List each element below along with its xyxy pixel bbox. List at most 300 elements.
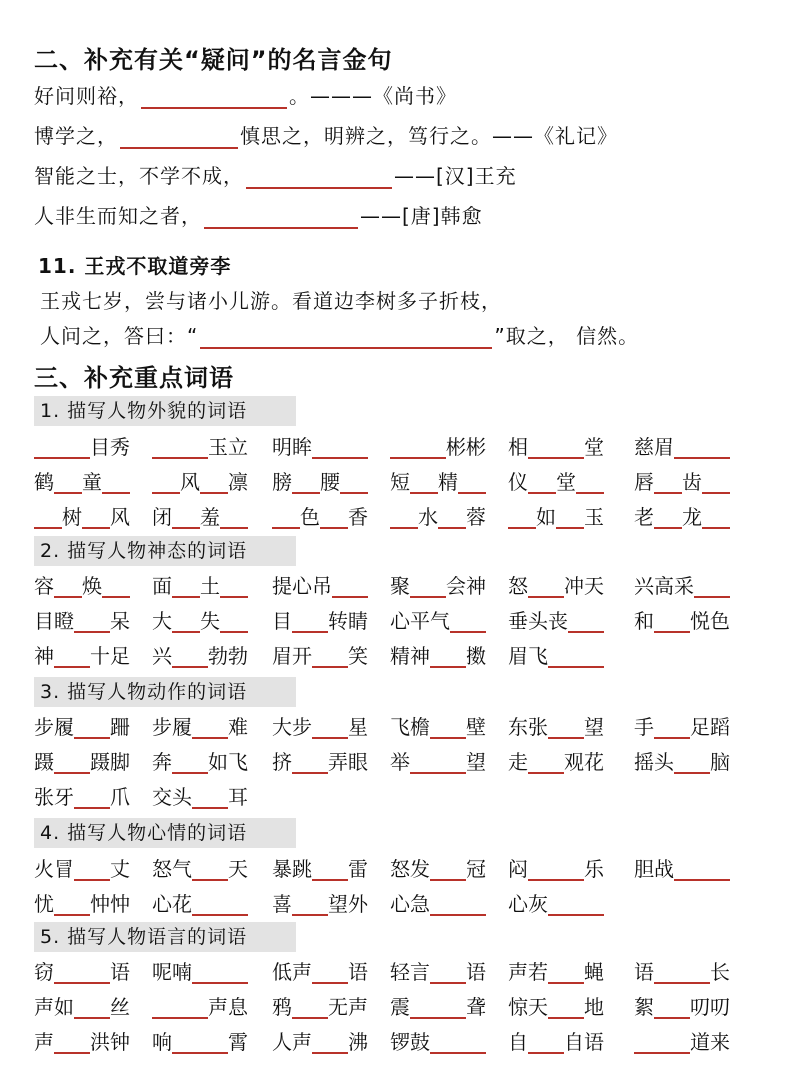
story-text-after: ”取之， 信然。 [494, 324, 640, 348]
word-char: 神 [34, 644, 54, 668]
word-row [34, 958, 734, 990]
fill-blank[interactable] [674, 433, 730, 459]
fill-blank[interactable] [548, 713, 584, 739]
word-char: 目瞪 [34, 609, 74, 633]
word-char: 步履 [34, 715, 74, 739]
fill-blank[interactable] [430, 1028, 486, 1054]
fill-blank[interactable] [220, 503, 248, 529]
word-char: 心灰 [508, 892, 548, 916]
word-char: 慈眉 [634, 435, 674, 459]
answer-blank[interactable] [204, 209, 358, 229]
fill-blank[interactable] [292, 607, 328, 633]
word-char: 聚 [390, 574, 410, 598]
fill-blank[interactable] [654, 958, 710, 984]
word-char: 声如 [34, 995, 74, 1019]
word-item [508, 607, 604, 639]
word-char: 心平气 [390, 609, 450, 633]
word-char: 自语 [564, 1030, 604, 1054]
word-item [272, 433, 368, 465]
word-char: 语 [634, 960, 654, 984]
word-char: 窃 [34, 960, 54, 984]
word-char: 飞檐 [390, 715, 430, 739]
fill-blank[interactable] [220, 572, 248, 598]
fill-blank[interactable] [312, 1028, 348, 1054]
word-item [390, 748, 486, 780]
fill-blank[interactable] [430, 713, 466, 739]
word-item [634, 713, 730, 745]
word-item [508, 993, 604, 1025]
word-char: 仪 [508, 470, 528, 494]
word-char: 心花 [152, 892, 192, 916]
fill-blank[interactable] [54, 572, 82, 598]
fill-blank[interactable] [674, 855, 730, 881]
fill-blank[interactable] [548, 993, 584, 1019]
fill-blank[interactable] [102, 468, 130, 494]
fill-blank[interactable] [390, 503, 418, 529]
word-char: 目 [272, 609, 292, 633]
fill-blank[interactable] [172, 572, 200, 598]
fill-blank[interactable] [192, 855, 228, 881]
word-item [390, 855, 486, 887]
fill-blank[interactable] [192, 783, 228, 809]
word-char: 耳 [228, 785, 248, 809]
word-row [34, 1028, 734, 1060]
word-row [34, 993, 734, 1025]
fill-blank[interactable] [312, 433, 368, 459]
fill-blank[interactable] [430, 958, 466, 984]
word-item [390, 503, 486, 535]
word-char: 跚 [110, 715, 130, 739]
word-char: 明眸 [272, 435, 312, 459]
word-char: 大 [152, 609, 172, 633]
fill-blank[interactable] [74, 783, 110, 809]
fill-blank[interactable] [200, 468, 228, 494]
word-char: 土 [200, 574, 220, 598]
fill-blank[interactable] [172, 642, 208, 668]
word-item [34, 468, 130, 500]
fill-blank[interactable] [430, 855, 466, 881]
word-char: 奔 [152, 750, 172, 774]
word-char: 齿 [682, 470, 702, 494]
fill-blank[interactable] [54, 958, 110, 984]
answer-blank[interactable] [141, 89, 287, 109]
word-char: 蓉 [466, 505, 486, 529]
word-char: 面 [152, 574, 172, 598]
fill-blank[interactable] [74, 855, 110, 881]
word-char: 堂 [556, 470, 576, 494]
fill-blank[interactable] [508, 503, 536, 529]
word-row [34, 468, 734, 500]
category-label: 2. 描写人物神态的词语 [34, 536, 296, 566]
fill-blank[interactable] [312, 855, 348, 881]
fill-blank[interactable] [430, 642, 466, 668]
fill-blank[interactable] [654, 713, 690, 739]
word-char: 提心吊 [272, 574, 332, 598]
word-char: 无声 [328, 995, 368, 1019]
story-text-before: 人问之，答曰：“ [40, 324, 199, 348]
word-char: 冲天 [564, 574, 604, 598]
word-char: 转睛 [328, 609, 368, 633]
word-item [508, 748, 604, 780]
word-char: 洪钟 [90, 1030, 130, 1054]
word-char: 脑 [710, 750, 730, 774]
fill-blank[interactable] [410, 748, 466, 774]
word-char: 轻言 [390, 960, 430, 984]
fill-blank[interactable] [152, 433, 208, 459]
word-item [152, 468, 248, 500]
word-item [634, 572, 730, 604]
word-char: 童 [82, 470, 102, 494]
word-char: 焕 [82, 574, 102, 598]
word-char: 堂 [584, 435, 604, 459]
word-char: 爪 [110, 785, 130, 809]
category-label: 4. 描写人物心情的词语 [34, 818, 296, 848]
word-char: 闭 [152, 505, 172, 529]
word-char: 低声 [272, 960, 312, 984]
word-char: 道来 [690, 1030, 730, 1054]
word-char: 心急 [390, 892, 430, 916]
word-row [34, 783, 734, 815]
word-item [152, 993, 248, 1025]
fill-blank[interactable] [556, 503, 584, 529]
word-char: 笑 [348, 644, 368, 668]
word-char: 精神 [390, 644, 430, 668]
word-char: 树 [62, 505, 82, 529]
word-item [508, 642, 604, 674]
fill-blank[interactable] [332, 572, 368, 598]
word-char: 目秀 [90, 435, 130, 459]
word-item [152, 607, 248, 639]
word-row [34, 642, 734, 674]
word-char: 垂头丧 [508, 609, 568, 633]
word-char: 相 [508, 435, 528, 459]
word-char: 闷 [508, 857, 528, 881]
fill-blank[interactable] [54, 642, 90, 668]
fill-blank[interactable] [172, 748, 208, 774]
word-char: 观花 [564, 750, 604, 774]
word-item [34, 1028, 130, 1060]
fill-blank[interactable] [410, 468, 438, 494]
word-char: 失 [200, 609, 220, 633]
word-char: 星 [348, 715, 368, 739]
word-char: 呢喃 [152, 960, 192, 984]
word-item [272, 607, 368, 639]
word-char: 壁 [466, 715, 486, 739]
word-char: 响 [152, 1030, 172, 1054]
fill-blank[interactable] [172, 503, 200, 529]
fill-blank[interactable] [312, 642, 348, 668]
word-item [152, 783, 248, 815]
fill-blank[interactable] [548, 890, 604, 916]
fill-blank[interactable] [410, 993, 466, 1019]
word-char: 大步 [272, 715, 312, 739]
fill-blank[interactable] [528, 572, 564, 598]
word-item [152, 572, 248, 604]
answer-blank[interactable] [246, 169, 392, 189]
fill-blank[interactable] [654, 468, 682, 494]
word-char: 乐 [584, 857, 604, 881]
fill-blank[interactable] [54, 1028, 90, 1054]
word-char: 望 [584, 715, 604, 739]
word-char: 沸 [348, 1030, 368, 1054]
word-char: 怒气 [152, 857, 192, 881]
word-char: 蹑 [34, 750, 54, 774]
fill-blank[interactable] [528, 468, 556, 494]
word-item [272, 855, 368, 887]
fill-blank[interactable] [430, 890, 486, 916]
word-char: 暴跳 [272, 857, 312, 881]
word-char: 兴 [152, 644, 172, 668]
word-char: 唇 [634, 470, 654, 494]
word-item [34, 783, 130, 815]
fill-blank[interactable] [292, 890, 328, 916]
word-char: 挤 [272, 750, 292, 774]
word-item [390, 572, 486, 604]
word-item [508, 503, 604, 535]
word-char: 望 [466, 750, 486, 774]
word-char: 声若 [508, 960, 548, 984]
word-item [152, 855, 248, 887]
word-item [634, 748, 730, 780]
word-item [508, 1028, 604, 1060]
word-row [34, 748, 734, 780]
word-row [34, 607, 734, 639]
fill-blank[interactable] [312, 713, 348, 739]
word-item [272, 713, 368, 745]
fill-blank[interactable] [548, 642, 604, 668]
section-heading: 三、补充重点词语 [34, 364, 234, 392]
word-char: 惊天 [508, 995, 548, 1019]
word-item [508, 890, 604, 922]
story-line [40, 320, 639, 349]
word-char: 兴高采 [634, 574, 694, 598]
quote-text-after: 慎思之，明辨之，笃行之。——《礼记》 [240, 124, 618, 148]
fill-blank[interactable] [220, 607, 248, 633]
fill-blank[interactable] [312, 958, 348, 984]
word-item [34, 607, 130, 639]
word-char: 人声 [272, 1030, 312, 1054]
word-char: 容 [34, 574, 54, 598]
quote-text-before: 智能之士，不学不成， [34, 164, 244, 188]
word-item [508, 713, 604, 745]
word-char: 香 [348, 505, 368, 529]
word-item [272, 642, 368, 674]
quote-line [34, 160, 517, 189]
fill-blank[interactable] [152, 468, 180, 494]
word-item [34, 993, 130, 1025]
answer-blank[interactable] [200, 329, 492, 349]
section-heading: 二、补充有关“疑问”的名言金句 [34, 46, 393, 74]
word-item [272, 572, 368, 604]
fill-blank[interactable] [172, 607, 200, 633]
fill-blank[interactable] [568, 607, 604, 633]
category-label: 1. 描写人物外貌的词语 [34, 396, 296, 426]
fill-blank[interactable] [192, 713, 228, 739]
word-item [390, 607, 486, 639]
fill-blank[interactable] [34, 433, 90, 459]
fill-blank[interactable] [548, 958, 584, 984]
fill-blank[interactable] [82, 503, 110, 529]
fill-blank[interactable] [528, 1028, 564, 1054]
fill-blank[interactable] [292, 993, 328, 1019]
word-item [634, 958, 730, 990]
fill-blank[interactable] [102, 572, 130, 598]
word-char: 勃勃 [208, 644, 248, 668]
fill-blank[interactable] [192, 890, 248, 916]
word-item [152, 1028, 248, 1060]
fill-blank[interactable] [272, 503, 300, 529]
fill-blank[interactable] [54, 890, 90, 916]
word-char: 摇头 [634, 750, 674, 774]
word-char: 火冒 [34, 857, 74, 881]
word-item [34, 642, 130, 674]
quote-text-before: 博学之， [34, 124, 118, 148]
word-item [390, 1028, 486, 1060]
fill-blank[interactable] [74, 607, 110, 633]
fill-blank[interactable] [576, 468, 604, 494]
word-char: 风 [180, 470, 200, 494]
word-item [390, 468, 486, 500]
fill-blank[interactable] [390, 433, 446, 459]
quote-text-after: 。———《尚书》 [289, 84, 457, 108]
word-char: 会神 [446, 574, 486, 598]
word-char: 龙 [682, 505, 702, 529]
word-char: 如 [536, 505, 556, 529]
word-item [390, 993, 486, 1025]
word-item [34, 572, 130, 604]
word-char: 鸦 [272, 995, 292, 1019]
fill-blank[interactable] [340, 468, 368, 494]
fill-blank[interactable] [702, 503, 730, 529]
word-char: 羞 [200, 505, 220, 529]
fill-blank[interactable] [74, 993, 110, 1019]
fill-blank[interactable] [528, 433, 584, 459]
word-item [508, 958, 604, 990]
fill-blank[interactable] [450, 607, 486, 633]
word-char: 冠 [466, 857, 486, 881]
word-char: 胆战 [634, 857, 674, 881]
word-item [634, 607, 730, 639]
quote-text-before: 人非生而知之者， [34, 204, 202, 228]
word-char: 丈 [110, 857, 130, 881]
word-char: 蝇 [584, 960, 604, 984]
word-item [34, 855, 130, 887]
fill-blank[interactable] [292, 748, 328, 774]
word-item [508, 855, 604, 887]
word-row [34, 713, 734, 745]
fill-blank[interactable] [192, 958, 248, 984]
fill-blank[interactable] [654, 993, 690, 1019]
word-char: 风 [110, 505, 130, 529]
word-item [508, 572, 604, 604]
word-char: 东张 [508, 715, 548, 739]
word-item [390, 642, 486, 674]
word-item [634, 993, 730, 1025]
word-char: 玉立 [208, 435, 248, 459]
word-item [152, 642, 248, 674]
fill-blank[interactable] [172, 1028, 228, 1054]
word-item [272, 993, 368, 1025]
fill-blank[interactable] [634, 1028, 690, 1054]
fill-blank[interactable] [34, 503, 62, 529]
story-line: 王戎七岁，尝与诸小儿游。看道边李树多子折枝， [40, 289, 502, 313]
word-item [34, 713, 130, 745]
fill-blank[interactable] [702, 468, 730, 494]
word-char: 步履 [152, 715, 192, 739]
word-char: 足蹈 [690, 715, 730, 739]
word-item [390, 890, 486, 922]
word-char: 呆 [110, 609, 130, 633]
word-char: 手 [634, 715, 654, 739]
word-item [34, 958, 130, 990]
fill-blank[interactable] [694, 572, 730, 598]
word-item [508, 433, 604, 465]
word-row [34, 433, 734, 465]
word-item [634, 503, 730, 535]
category-label: 5. 描写人物语言的词语 [34, 922, 296, 952]
word-char: 震 [390, 995, 410, 1019]
fill-blank[interactable] [74, 713, 110, 739]
fill-blank[interactable] [54, 468, 82, 494]
fill-blank[interactable] [674, 748, 710, 774]
word-char: 叨叨 [690, 995, 730, 1019]
word-item [152, 433, 248, 465]
word-char: 弄眼 [328, 750, 368, 774]
word-char: 语 [466, 960, 486, 984]
word-row [34, 890, 734, 922]
word-item [152, 748, 248, 780]
fill-blank[interactable] [292, 468, 320, 494]
word-char: 眉飞 [508, 644, 548, 668]
word-char: 张牙 [34, 785, 74, 809]
word-item [152, 503, 248, 535]
word-char: 自 [508, 1030, 528, 1054]
word-item [272, 503, 368, 535]
word-char: 水 [418, 505, 438, 529]
fill-blank[interactable] [54, 748, 90, 774]
fill-blank[interactable] [410, 572, 446, 598]
answer-blank[interactable] [120, 129, 238, 149]
word-item [634, 433, 730, 465]
fill-blank[interactable] [320, 503, 348, 529]
word-char: 天 [228, 857, 248, 881]
fill-blank[interactable] [152, 993, 208, 1019]
fill-blank[interactable] [528, 855, 584, 881]
word-char: 忡忡 [90, 892, 130, 916]
word-char: 交头 [152, 785, 192, 809]
word-char: 怒发 [390, 857, 430, 881]
fill-blank[interactable] [438, 503, 466, 529]
word-item [152, 890, 248, 922]
word-char: 声 [34, 1030, 54, 1054]
word-row [34, 572, 734, 604]
fill-blank[interactable] [528, 748, 564, 774]
word-char: 喜 [272, 892, 292, 916]
word-item [634, 1028, 730, 1060]
word-item [634, 468, 730, 500]
word-char: 彬彬 [446, 435, 486, 459]
word-char: 霄 [228, 1030, 248, 1054]
story-title: 11. 王戎不取道旁李 [38, 254, 232, 278]
quote-text-after: ——[汉]王充 [394, 164, 517, 188]
word-char: 忧 [34, 892, 54, 916]
fill-blank[interactable] [654, 503, 682, 529]
fill-blank[interactable] [654, 607, 690, 633]
word-item [272, 468, 368, 500]
word-char: 丝 [110, 995, 130, 1019]
word-char: 眉开 [272, 644, 312, 668]
fill-blank[interactable] [458, 468, 486, 494]
